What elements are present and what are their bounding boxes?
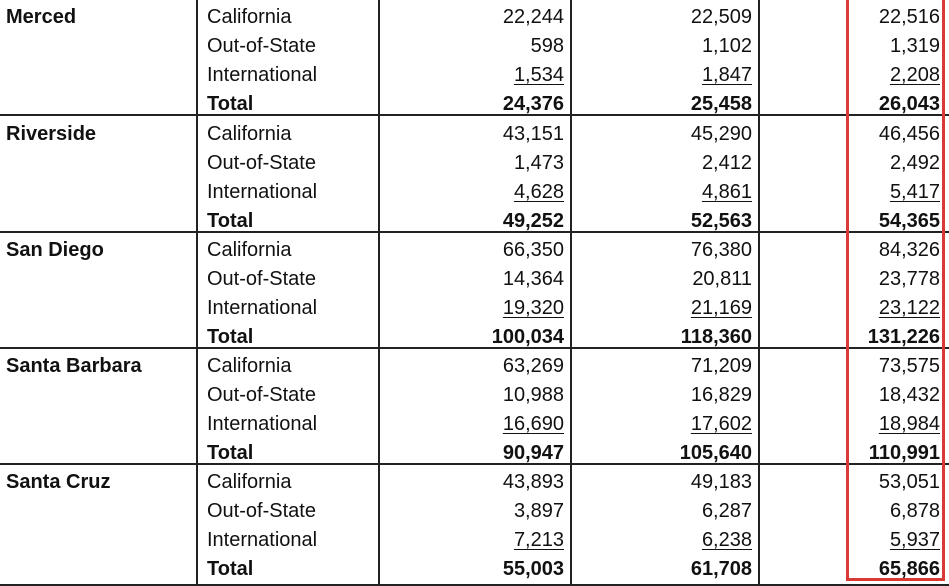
cell-value: 66,350 xyxy=(502,239,564,261)
cell-value: 19,320 xyxy=(502,297,564,319)
cell-value: 2,208 xyxy=(889,64,940,86)
cell-value: 84,326 xyxy=(878,239,940,261)
cell-value: 23,778 xyxy=(878,268,940,290)
cell-value: 22,244 xyxy=(502,6,564,28)
row-label: International xyxy=(207,297,318,319)
column-divider xyxy=(378,0,380,586)
cell-value: 6,878 xyxy=(889,500,940,522)
cell-value: 49,183 xyxy=(690,471,752,493)
cell-value: 18,984 xyxy=(878,413,940,435)
campus-block xyxy=(0,117,949,233)
table-row xyxy=(0,266,949,295)
cell-value: 4,861 xyxy=(701,181,752,203)
table-row xyxy=(0,498,949,527)
table-row xyxy=(0,62,949,91)
campus-name: Santa Cruz xyxy=(6,471,111,493)
column-divider xyxy=(196,0,198,586)
cell-value: 4,628 xyxy=(513,181,564,203)
table-row xyxy=(0,411,949,440)
row-label: International xyxy=(207,413,318,435)
cell-value: 1,102 xyxy=(701,35,752,57)
cell-value: 20,811 xyxy=(692,268,752,290)
row-label: Out-of-State xyxy=(207,152,316,174)
highlight-box xyxy=(846,0,945,581)
cell-value: 43,151 xyxy=(502,123,564,145)
row-label: Out-of-State xyxy=(207,268,316,290)
row-label: International xyxy=(207,529,318,551)
cell-value: 23,122 xyxy=(878,297,940,319)
campus-name: Riverside xyxy=(6,123,97,145)
column-divider xyxy=(758,0,760,586)
cell-value: 55,003 xyxy=(502,558,564,580)
table-row xyxy=(0,237,949,266)
cell-value: 1,534 xyxy=(513,64,564,86)
row-label: Total xyxy=(207,326,254,348)
cell-value: 24,376 xyxy=(502,93,564,115)
cell-value: 14,364 xyxy=(502,268,564,290)
cell-value: 10,988 xyxy=(502,384,564,406)
table-row xyxy=(0,382,949,411)
cell-value: 52,563 xyxy=(690,210,752,232)
cell-value: 22,509 xyxy=(690,6,752,28)
table-row xyxy=(0,91,949,120)
table-row xyxy=(0,556,949,585)
cell-value: 16,829 xyxy=(690,384,752,406)
cell-value: 49,252 xyxy=(502,210,564,232)
cell-value: 598 xyxy=(530,35,564,57)
cell-value: 131,226 xyxy=(867,326,940,348)
cell-value: 22,516 xyxy=(878,6,940,28)
cell-value: 1,847 xyxy=(701,64,752,86)
cell-value: 7,213 xyxy=(513,529,564,551)
row-label: California xyxy=(207,123,292,145)
cell-value: 46,456 xyxy=(878,123,940,145)
table-row xyxy=(0,150,949,179)
campus-block xyxy=(0,465,949,586)
row-label: Out-of-State xyxy=(207,384,316,406)
cell-value: 76,380 xyxy=(690,239,752,261)
row-label: International xyxy=(207,181,318,203)
row-label: California xyxy=(207,471,292,493)
table-row xyxy=(0,33,949,62)
table-row xyxy=(0,527,949,556)
cell-value: 65,866 xyxy=(878,558,940,580)
cell-value: 54,365 xyxy=(878,210,940,232)
column-divider xyxy=(570,0,572,586)
cell-value: 18,432 xyxy=(878,384,940,406)
row-label: California xyxy=(207,355,292,377)
row-label: Total xyxy=(207,93,254,115)
row-label: Total xyxy=(207,210,254,232)
cell-value: 17,602 xyxy=(690,413,752,435)
cell-value: 61,708 xyxy=(690,558,752,580)
cell-value: 2,412 xyxy=(701,152,752,174)
cell-value: 53,051 xyxy=(878,471,940,493)
table-row xyxy=(0,4,949,33)
cell-value: 100,034 xyxy=(491,326,564,348)
cell-value: 1,319 xyxy=(889,35,940,57)
cell-value: 21,169 xyxy=(690,297,752,319)
cell-value: 3,897 xyxy=(513,500,564,522)
cell-value: 26,043 xyxy=(878,93,940,115)
cell-value: 5,937 xyxy=(889,529,940,551)
cell-value: 90,947 xyxy=(502,442,564,464)
campus-block xyxy=(0,233,949,349)
cell-value: 110,991 xyxy=(868,442,940,464)
row-label: Out-of-State xyxy=(207,500,316,522)
cell-value: 6,238 xyxy=(701,529,752,551)
cell-value: 6,287 xyxy=(701,500,752,522)
campus-name: Merced xyxy=(6,6,77,28)
row-label: California xyxy=(207,239,292,261)
cell-value: 43,893 xyxy=(502,471,564,493)
cell-value: 2,492 xyxy=(889,152,940,174)
cell-value: 16,690 xyxy=(502,413,564,435)
cell-value: 73,575 xyxy=(878,355,940,377)
row-label: Total xyxy=(207,558,254,580)
cell-value: 45,290 xyxy=(690,123,752,145)
row-label: California xyxy=(207,6,292,28)
table-row xyxy=(0,469,949,498)
cell-value: 25,458 xyxy=(690,93,752,115)
table-row xyxy=(0,121,949,150)
table-row xyxy=(0,353,949,382)
cell-value: 71,209 xyxy=(690,355,752,377)
row-label: International xyxy=(207,64,318,86)
campus-block xyxy=(0,0,949,116)
campus-name: Santa Barbara xyxy=(6,355,142,377)
cell-value: 105,640 xyxy=(679,442,752,464)
row-label: Out-of-State xyxy=(207,35,316,57)
row-label: Total xyxy=(207,442,254,464)
cell-value: 63,269 xyxy=(502,355,564,377)
cell-value: 5,417 xyxy=(889,181,940,203)
cell-value: 118,360 xyxy=(680,326,752,348)
cell-value: 1,473 xyxy=(513,152,564,174)
table-row xyxy=(0,179,949,208)
campus-name: San Diego xyxy=(6,239,104,261)
table-row xyxy=(0,295,949,324)
campus-block xyxy=(0,349,949,465)
